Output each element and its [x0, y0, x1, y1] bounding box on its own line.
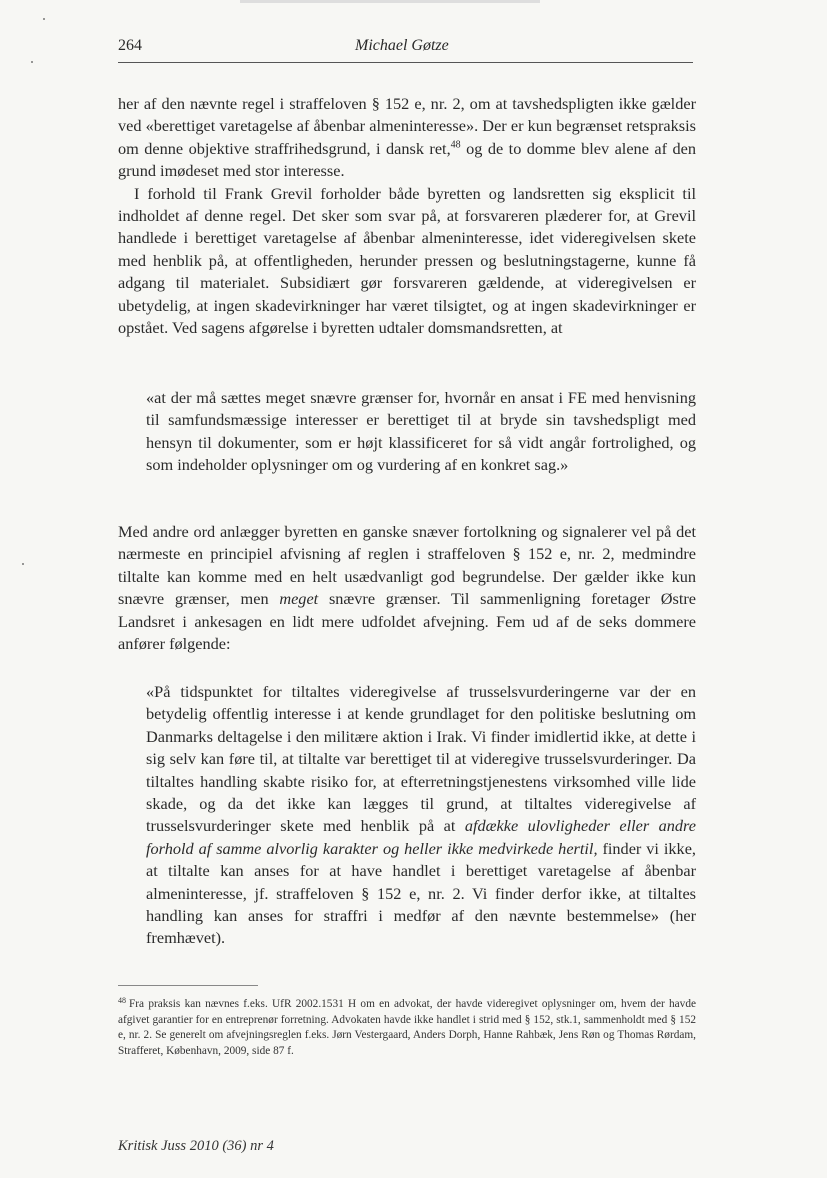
scan-smudge	[240, 0, 540, 3]
header-rule	[118, 62, 693, 63]
paragraph-1: her af den nævnte regel i straffeloven § 152 e, nr. 2, om at tavshedspligten ikke gælder ved «berettiget varetagelse af åbenbar almeninteresse». Der er kun begrænset retspraksis om denne objektive straffrihedsgrund, i dansk ret,$^{48}$ og de to domme blev alene af den grund imødeset med stor interesse.	[118, 94, 696, 181]
scan-speck	[31, 61, 33, 63]
paragraph-2: I forhold til Frank Grevil forholder både byretten og landsretten sig eksplicit til indholdet af denne regel. Det sker som svar på, at forsvareren plæderer for, at Grevil handlede i berettiget varetagelse af åbenbar almeninteresse, idet videregivelsen skete med henblik på, at offentligheden, herunder pressen og beslutningstagerne, kunne få adgang til materialet. Subsidiært gør forsvareren gældende, at videregivelsen er ubetydelig, at ingen skadevirkninger har været tilsigtet, og at ingen skadevirkninger er opstået. Ved sagens afgørelse i byretten udtaler domsmandsretten, at	[118, 183, 696, 338]
footnote-ref: 48	[450, 139, 461, 151]
footnote-48	[118, 993, 696, 1059]
block-quote-2: «På tidspunktet for tiltaltes videregivelse af trusselsvurderingerne var der en betydelig offentlig interesse i at kende grundlaget for den politiske beslutning om Danmarks deltagelse i den militære aktion i Irak. Vi finder imidlertid ikke, at dette i sig selv kan føre til, at tiltalte var berettiget til at videregive trusselsvurderinger. Da tiltaltes handling skabte risiko for, at efterretningstjenestens virksomhed ville lide skade, og da det ikke kan lægges til grund, at tiltaltes videregivelse af trusselsvurderinger skete med henblik på at afdække ulovligheder eller andre forhold af samme alvorlig karakter og heller ikke medvirkede hertil, finder vi ikke, at tiltalte kan anses for at have handlet i berettiget varetagelse af åbenbar almeninteresse, jf. straffeloven § 152 e, nr. 2. Vi finder derfor ikke, at tiltaltes handling kan anses for straffri i medfør af den nævnte bestemmelse» (her fremhævet).	[146, 682, 696, 948]
journal-footer: Kritisk Juss 2010 (36) nr 4	[118, 1138, 274, 1154]
running-head-author: Michael Gøtze	[355, 37, 449, 54]
body-block-1	[118, 93, 696, 339]
scan-speck	[43, 18, 45, 20]
footnote-text: Fra praksis kan nævnes f.eks. UfR 2002.1531 H om en advokat, der havde videregivet oplysninger om, hvem der havde afgivet garantier for en entreprenør forretning. Advokaten havde ikke handlet i strid med § 152, stk.1, sammenholdt med § 152 e, nr. 2. Se generelt om afvejningsreglen f.eks. Jørn Vestergaard, Anders Dorph, Hanne Rahbæk, Jens Røn og Thomas Rørdam, Strafferet, København, 2009, side 87 f.	[118, 998, 696, 1057]
body-block-2	[118, 521, 696, 655]
block-quote-1: «at der må sættes meget snævre grænser for, hvornår en ansat i FE med henvisning til samfundsmæssige interesser er berettiget til at bryde sin tavshedspligt med hensyn til dokumenter, som er højt klassificeret for så vidt angår fortrolighed, og som indeholder oplysninger om og vurdering af en konkret sag.»	[146, 388, 696, 475]
page-number: 264	[118, 37, 142, 54]
footnote-rule	[118, 985, 258, 986]
scan-speck	[22, 563, 24, 565]
footnote-number: 48	[118, 996, 126, 1005]
paragraph-3: Med andre ord anlægger byretten en ganske snæver fortolkning og signalerer vel på det nærmeste en principiel afvisning af reglen i straffeloven § 152 e, nr. 2, medmindre tiltalte kan komme med en helt usædvanligt god begrundelse. Der gælder ikke kun snævre grænser, men meget snævre grænser. Til sammenligning foretager Østre Landsret i ankesagen en lidt mere udfoldet afvejning. Fem ud af de seks dommere anfører følgende:	[118, 522, 696, 654]
